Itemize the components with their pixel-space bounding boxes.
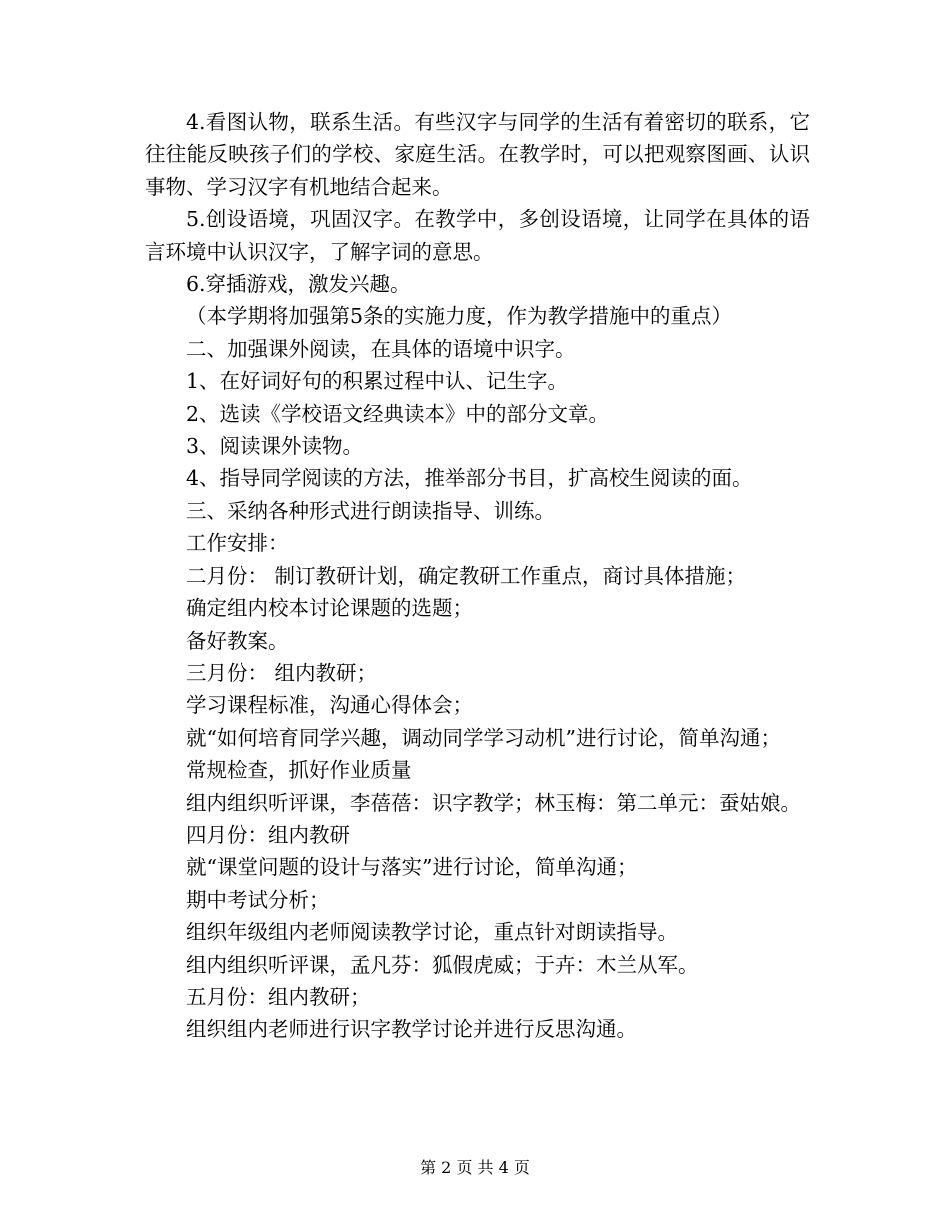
paragraph-3: 6.穿插游戏，激发兴趣。 xyxy=(186,272,411,297)
paragraph-23: 组织年级组内老师阅读教学讨论，重点针对朗读指导。 xyxy=(186,920,678,945)
page-footer xyxy=(0,1158,950,1178)
paragraph-8: 3、阅读课外读物。 xyxy=(186,434,364,459)
paragraph-14: 备好教案。 xyxy=(186,628,289,653)
paragraph-1: 4.看图认物，联系生活。有些汉字与同学的生活有着密切的联系，它往往能反映孩子们的学校、家庭生活。在教学时，可以把观察图画、认识事物、学习汉字有机地结合起来。 xyxy=(145,110,810,199)
paragraph-17: 就“如何培育同学兴趣，调动同学学习动机”进行讨论，简单沟通； xyxy=(186,725,781,750)
paragraph-26: 组织组内老师进行识字教学讨论并进行反思沟通。 xyxy=(186,1017,637,1042)
schedule-april: 四月份：组内教研 xyxy=(186,822,350,847)
schedule-march: 三月份： 组内教研； xyxy=(186,660,378,685)
paragraph-4: （本学期将加强第5条的实施力度，作为教学措施中的重点） xyxy=(186,304,733,329)
paragraph-13: 确定组内校本讨论课题的选题； xyxy=(186,596,473,621)
schedule-heading: 工作安排： xyxy=(186,531,289,556)
paragraph-24: 组内组织听评课，孟凡芬：狐假虎威；于卉：木兰从军。 xyxy=(186,952,699,977)
document-body xyxy=(145,106,810,1046)
section-heading-2: 二、加强课外阅读，在具体的语境中识字。 xyxy=(186,336,576,361)
paragraph-9: 4、指导同学阅读的方法，推举部分书目，扩高校生阅读的面。 xyxy=(186,466,753,491)
schedule-may: 五月份：组内教研； xyxy=(186,984,371,1009)
paragraph-7: 2、选读《学校语文经典读本》中的部分文章。 xyxy=(186,401,610,426)
paragraph-21: 就“课堂问题的设计与落实”进行讨论，简单沟通； xyxy=(186,855,638,880)
page-number: 第 2 页 共 4 页 xyxy=(420,1158,530,1177)
paragraph-22: 期中考试分析； xyxy=(186,887,330,912)
paragraph-6: 1、在好词好句的积累过程中认、记生字。 xyxy=(186,369,569,394)
paragraph-19: 组内组织听评课，李蓓蓓：识字教学；林玉梅：第二单元：蚕姑娘。 xyxy=(186,790,801,815)
paragraph-16: 学习课程标准，沟通心得体会； xyxy=(186,693,473,718)
section-heading-3: 三、采纳各种形式进行朗读指导、训练。 xyxy=(186,498,555,523)
paragraph-2: 5.创设语境，巩固汉字。在教学中，多创设语境，让同学在具体的语言环境中认识汉字，了解字词的意思。 xyxy=(145,207,810,264)
paragraph-18: 常规检查，抓好作业质量 xyxy=(186,758,412,783)
schedule-february: 二月份： 制订教研计划，确定教研工作重点，商讨具体措施； xyxy=(186,563,747,588)
